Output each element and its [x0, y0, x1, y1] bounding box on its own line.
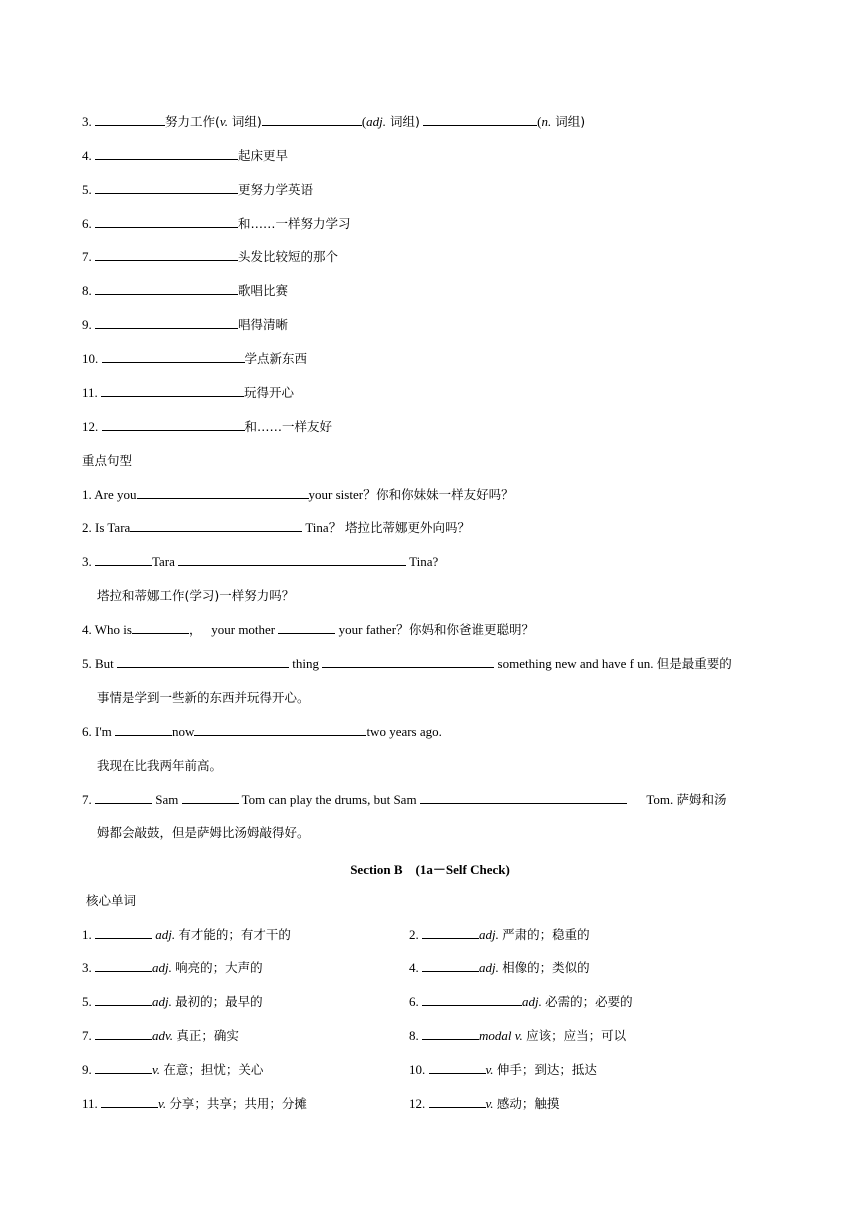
sentence-item-4: [82, 622, 534, 638]
answer-blank[interactable]: [102, 419, 245, 431]
answer-blank[interactable]: [422, 927, 479, 939]
sentence-text: Sam: [152, 792, 182, 807]
phrase-text: 努力工作(: [165, 114, 220, 129]
answer-blank[interactable]: [182, 792, 239, 804]
answer-blank[interactable]: [130, 520, 302, 532]
sentence-text: thing: [289, 656, 323, 671]
answer-blank[interactable]: [423, 114, 537, 126]
pos-label: adj.: [522, 994, 542, 1009]
pos-label: modal v.: [479, 1028, 523, 1043]
answer-blank[interactable]: [95, 1062, 152, 1074]
phrase-item-11: [82, 385, 294, 401]
sentence-item-3: [82, 554, 438, 570]
item-number: 10.: [82, 351, 99, 366]
sentence-text: your father？: [335, 622, 410, 637]
answer-blank[interactable]: [137, 487, 309, 499]
item-number: 5.: [82, 994, 92, 1009]
pos-label: adj.: [152, 960, 172, 975]
item-number: 8.: [82, 283, 92, 298]
definition-text: 感动；触摸: [496, 1096, 560, 1111]
answer-blank[interactable]: [102, 351, 245, 363]
answer-blank[interactable]: [95, 792, 152, 804]
answer-blank[interactable]: [101, 1096, 158, 1108]
definition-text: 严肃的；稳重的: [502, 927, 590, 942]
sentence-5-translation-cont: 事情是学到一些新的东西并玩得开心。: [97, 690, 310, 705]
item-number: 4.: [82, 622, 92, 637]
section-heading: Section B (1a－Self Check): [350, 862, 510, 877]
answer-blank[interactable]: [178, 554, 406, 566]
comma: ，: [188, 622, 202, 637]
answer-blank[interactable]: [95, 554, 152, 566]
item-number: 2.: [409, 927, 419, 942]
sentence-text: your sister？: [308, 487, 377, 502]
pos-label: adj.: [479, 960, 499, 975]
item-number: 6.: [82, 724, 92, 739]
vocab-item-3: [82, 960, 263, 976]
item-number: 2.: [82, 520, 92, 535]
vocab-item-5: [82, 994, 263, 1010]
item-number: 12.: [409, 1096, 426, 1111]
vocab-item-2: [409, 927, 590, 943]
phrase-text: 词组): [551, 114, 586, 129]
phrase-text: 头发比较短的那个: [238, 249, 339, 264]
vocab-item-11: [82, 1096, 307, 1112]
item-number: 3.: [82, 960, 92, 975]
translation-text: 塔拉比蒂娜更外向吗？: [344, 520, 470, 535]
item-number: 9.: [82, 1062, 92, 1077]
item-number: 3.: [82, 554, 92, 569]
sentence-text: Who is: [94, 622, 132, 637]
phrase-text: 词组): [227, 114, 262, 129]
answer-blank[interactable]: [117, 656, 289, 668]
item-number: 6.: [82, 216, 92, 231]
phrase-item-7: [82, 249, 338, 265]
sentence-text: Tom can play the drums, but Sam: [238, 792, 420, 807]
pos-label: v.: [485, 1062, 494, 1077]
answer-blank[interactable]: [95, 960, 152, 972]
sentence-text: But: [95, 656, 118, 671]
answer-blank[interactable]: [95, 927, 152, 939]
answer-blank[interactable]: [429, 1062, 486, 1074]
definition-text: 最初的；最早的: [175, 994, 263, 1009]
phrase-text: 和……一样友好: [244, 419, 333, 434]
phrase-item-3: [82, 114, 585, 130]
item-number: 1.: [82, 487, 92, 502]
answer-blank[interactable]: [429, 1096, 486, 1108]
pos-label: v.: [485, 1096, 494, 1111]
phrase-item-12: [82, 419, 332, 435]
translation-text: 萨姆和汤: [676, 792, 727, 807]
item-number: 4.: [82, 148, 92, 163]
item-number: 3.: [82, 114, 92, 129]
sentence-text: Tom.: [646, 792, 674, 807]
sentence-text: Tina？: [302, 520, 342, 535]
sentence-item-1: [82, 487, 514, 503]
phrase-text: 歌唱比赛: [238, 283, 289, 298]
pos-label: adj.: [479, 927, 499, 942]
sentence-text: Tara: [152, 554, 179, 569]
vocab-item-1: [82, 927, 291, 943]
answer-blank[interactable]: [95, 994, 152, 1006]
answer-blank[interactable]: [95, 249, 238, 261]
item-number: 9.: [82, 317, 92, 332]
sentence-text: your mother: [211, 622, 279, 637]
section-title-sentences: 重点句型: [82, 453, 133, 468]
item-number: 4.: [409, 960, 419, 975]
answer-blank[interactable]: [194, 724, 366, 736]
pos-label: adj.: [152, 994, 172, 1009]
phrase-item-4: [82, 148, 288, 164]
definition-text: 有才能的；有才干的: [178, 927, 291, 942]
answer-blank[interactable]: [422, 960, 479, 972]
sentence-text: I'm: [95, 724, 116, 739]
definition-text: 应该；应当；可以: [526, 1028, 627, 1043]
sentence-item-7: [82, 792, 726, 808]
definition-text: 分享；共享；共用；分摊: [169, 1096, 307, 1111]
phrase-text: 词组): [386, 114, 420, 129]
answer-blank[interactable]: [101, 385, 244, 397]
sentence-7-translation-cont: 姆都会敲鼓，但是萨姆比汤姆敲得好。: [97, 825, 310, 840]
sentence-text: two years ago.: [366, 724, 442, 739]
sentence-6-translation: 我现在比我两年前高。: [97, 758, 223, 773]
definition-text: 相像的；类似的: [502, 960, 590, 975]
pos-label: adj.: [155, 927, 176, 942]
translation-text: 你妈和你爸谁更聪明？: [409, 622, 535, 637]
vocab-item-9: [82, 1062, 263, 1078]
pos-label: n.: [541, 114, 552, 129]
definition-text: 在意；担忧；关心: [163, 1062, 264, 1077]
answer-blank[interactable]: [422, 994, 522, 1006]
phrase-text: 唱得清晰: [238, 317, 289, 332]
pos-label: adv.: [152, 1028, 174, 1043]
sentence-text: Are you: [94, 487, 137, 502]
sentence-3-translation: 塔拉和蒂娜工作(学习)一样努力吗？: [97, 588, 295, 603]
translation-text: 你和你妹妹一样友好吗？: [376, 487, 514, 502]
sentence-item-2: [82, 520, 470, 536]
pos-label: v.: [152, 1062, 161, 1077]
sentence-text: Tina?: [406, 554, 439, 569]
answer-blank[interactable]: [278, 622, 335, 634]
phrase-item-9: [82, 317, 288, 333]
vocab-item-6: [409, 994, 633, 1010]
definition-text: 必需的；必要的: [545, 994, 633, 1009]
item-number: 11.: [82, 385, 98, 400]
sentence-text: Is Tara: [95, 520, 131, 535]
answer-blank[interactable]: [95, 114, 165, 126]
answer-blank[interactable]: [115, 724, 172, 736]
sentence-text: something new and have f un.: [494, 656, 654, 671]
phrase-text: 起床更早: [238, 148, 289, 163]
definition-text: 响亮的；大声的: [175, 960, 263, 975]
item-number: 7.: [82, 249, 92, 264]
item-number: 6.: [409, 994, 419, 1009]
paren: (: [361, 114, 367, 129]
phrase-text: 和……一样努力学习: [238, 216, 351, 231]
vocab-item-7: [82, 1028, 239, 1044]
answer-blank[interactable]: [322, 656, 494, 668]
item-number: 5.: [82, 656, 92, 671]
pos-label: adj.: [366, 114, 387, 129]
sentence-item-6: [82, 724, 442, 740]
pos-label: v.: [158, 1096, 167, 1111]
item-number: 5.: [82, 182, 92, 197]
answer-blank[interactable]: [95, 283, 238, 295]
answer-blank[interactable]: [95, 1028, 152, 1040]
item-number: 11.: [82, 1096, 98, 1111]
item-number: 7.: [82, 1028, 92, 1043]
answer-blank[interactable]: [420, 792, 627, 804]
phrase-item-10: [82, 351, 307, 367]
phrase-text: 学点新东西: [244, 351, 308, 366]
pos-label: v.: [219, 114, 228, 129]
paren: (: [537, 114, 542, 129]
translation-text: 但是最重要的: [656, 656, 732, 671]
vocab-item-10: [409, 1062, 597, 1078]
item-number: 8.: [409, 1028, 419, 1043]
vocab-item-12: [409, 1096, 559, 1112]
phrase-text: 玩得开心: [244, 385, 295, 400]
item-number: 1.: [82, 927, 92, 942]
definition-text: 伸手；到达；抵达: [496, 1062, 597, 1077]
phrase-item-6: [82, 216, 351, 232]
phrase-text: 更努力学英语: [238, 182, 314, 197]
phrase-item-5: [82, 182, 313, 198]
answer-blank[interactable]: [95, 216, 238, 228]
section-title-vocab: 核心单词: [86, 893, 137, 908]
answer-blank[interactable]: [132, 622, 189, 634]
item-number: 10.: [409, 1062, 426, 1077]
sentence-item-5: [82, 656, 732, 672]
item-number: 12.: [82, 419, 99, 434]
answer-blank[interactable]: [422, 1028, 479, 1040]
phrase-item-8: [82, 283, 288, 299]
answer-blank[interactable]: [95, 317, 238, 329]
answer-blank[interactable]: [262, 114, 362, 126]
definition-text: 真正；确实: [176, 1028, 239, 1043]
vocab-item-4: [409, 960, 590, 976]
vocab-item-8: [409, 1028, 626, 1044]
sentence-text: now: [172, 724, 195, 739]
answer-blank[interactable]: [95, 148, 238, 160]
answer-blank[interactable]: [95, 182, 238, 194]
item-number: 7.: [82, 792, 92, 807]
